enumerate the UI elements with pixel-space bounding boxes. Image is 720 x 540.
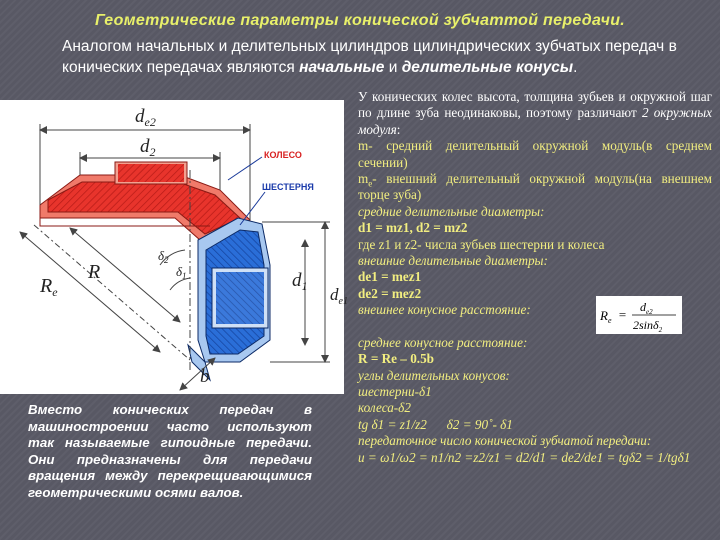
outer-diameters-heading: внешние делительные диаметры: [358,253,548,269]
label-delta1: $\delta_1$ [176,264,187,281]
mean-module-definition: m- средний делительный окружной модуль(в среднем сечении) [358,138,712,170]
wheel-angle: колеса-δ2 [358,400,411,416]
mean-diameters-heading: средние делительные диаметры: [358,203,545,219]
gear-ratio-formula: u = ω1/ω2 = n1/n2 =z2/z1 = d2/d1 = de2/de1 = tgδ2 = 1/tgδ1 [358,449,691,465]
de2-formula: de2 = mez2 [358,285,422,301]
svg-text:de2: $d_{e2}$ [640,300,653,316]
cone-angles-heading: углы делительных конусов: [358,367,510,383]
outer-module-definition: $m_e-$ внешний делительный окружной модуль(на внешнем торце зуба) [358,171,712,203]
bevel-gear-figure [0,100,348,394]
label-d1: $d_1$ [292,270,308,293]
intro-term-pitch: делительные конусы [401,59,574,76]
hypoid-note: Вместо конических передач в машиностроении часто используют так называемые гипоидные передачи. Они предназначены для передачи вращения между перекрещивающимися геометрическими осями валов. [28,402,312,500]
de1-formula: de1 = mez1 [358,269,422,285]
label-wheel: КОЛЕСО [264,150,302,160]
svg-text:Re: $R_e$ [600,308,612,325]
label-de2: $d_{e2}$ [135,106,156,129]
outer-cone-distance-formula [596,296,682,334]
intro-paragraph [12,36,712,78]
intro-term-initial: начальные [299,59,385,76]
parameters-column [358,89,712,466]
mean-diameters-formula: d1 = mz1, d2 = mz2 [358,220,468,236]
intro-end: . [573,59,578,76]
mean-cone-distance-formula: R = Re – 0.5b [358,351,435,367]
pinion-gear-shape [188,218,270,380]
label-delta2: $\delta_2$ [158,248,169,265]
svg-text:2sinδ2: 2sinδ$_2$ [633,318,663,334]
label-d2: $d_2$ [140,136,156,159]
label-de1: $d_{e1}$ [330,285,348,307]
intro-and: и [384,59,402,76]
page-title: Геометрические параметры конической зубчаттой передачи. [94,12,626,29]
outer-cone-distance-heading: внешнее конусное расстояние: [358,302,531,318]
modules-intro: У конических колес высота, толщина зубьев и окружной шаг по длине зуба неодинаковы, поэтому различают 2 окружных модуля: [358,89,713,137]
label-R: R [88,261,101,283]
label-b: b [200,366,210,387]
intro-text: Аналогом начальных и делительных цилиндров цилиндрических зубчатых передач в конических передачах являются [62,38,677,76]
teeth-numbers-note: где z1 и z2- числа зубьев шестерни и колеса [358,236,605,252]
svg-text:=: = [618,307,627,322]
label-Re: $R_e$ [40,275,58,299]
gear-ratio-heading: передаточное число конической зубчатой передачи: [358,433,652,449]
label-pinion: ШЕСТЕРНЯ [262,182,314,192]
pinion-angle: шестерни-δ1 [358,383,432,399]
mean-cone-distance-heading: среднее конусное расстояние: [358,334,528,350]
angle-formulas: tg δ1 = z1/z2 δ2 = 90˚- δ1 [358,416,513,432]
